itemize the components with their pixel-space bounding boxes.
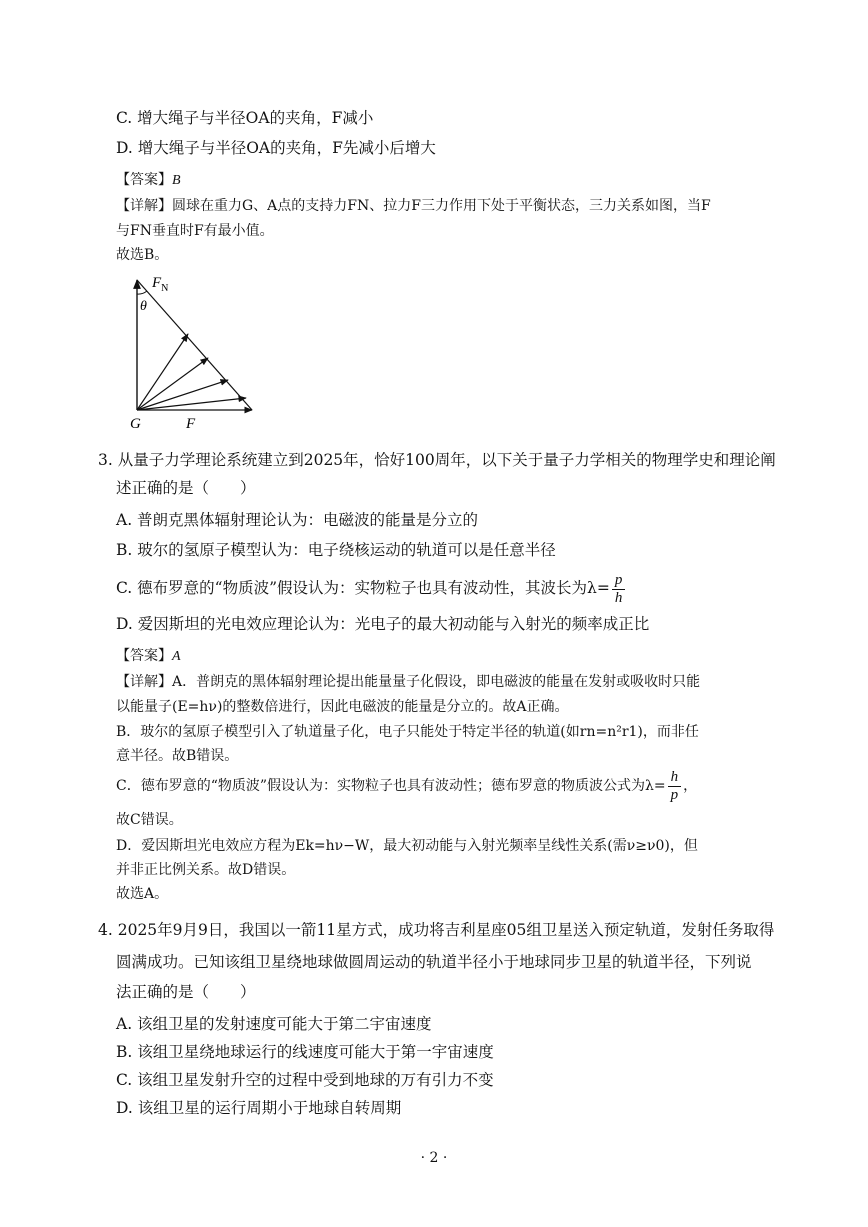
q3-detail-d-line-2: 并非正比例关系。故D错误。 [116,862,296,878]
q3-option-b: B. 玻尔的氢原子模型认为：电子绕核运动的轨道可以是任意半径 [116,541,556,559]
q3-detail-b-line-1: B．玻尔的氢原子模型引入了轨道量子化，电子只能处于特定半径的轨道(如rn=n²r1)，而非任 [116,724,699,740]
force-diagram [120,270,270,435]
q3-answer [116,646,181,667]
answer-value: B [172,173,181,188]
q4-stem-line-2: 圆满成功。已知该组卫星绕地球做圆周运动的轨道半径小于地球同步卫星的轨道半径，下列说 [116,953,752,971]
fn-label: $F_N$ [152,275,169,294]
q4-stem-line-3: 法正确的是（ ） [116,983,256,1001]
theta-arc [137,291,147,294]
q3-stem-line-2: 述正确的是（ ） [116,479,256,497]
answer-value: A [172,649,181,664]
q4-option-d: D. 该组卫星的运行周期小于地球自转周期 [116,1099,402,1117]
f-label: F [186,416,196,432]
detail-label: 【详解】 [116,674,172,690]
g-label: G [130,416,141,432]
f-vector-2 [137,358,208,410]
answer-label: 【答案】 [116,648,172,664]
q3-option-d: D. 爱因斯坦的光电效应理论认为：光电子的最大初动能与入射光的频率成正比 [116,615,650,633]
answer-label: 【答案】 [116,172,172,188]
q4-option-c: C. 该组卫星发射升空的过程中受到地球的万有引力不变 [116,1071,494,1089]
q3-option-a: A. 普朗克黑体辐射理论认为：电磁波的能量是分立的 [116,511,479,529]
q2-option-d: D. 增大绳子与半径OA的夹角，F先减小后增大 [116,139,436,157]
q3-stem-line-1: 3. 从量子力学理论系统建立到2025年，恰好100周年，以下关于量子力学相关的物理学史和理论阐 [98,451,776,469]
theta-label: θ [140,299,147,314]
q4-option-b: B. 该组卫星绕地球运行的线速度可能大于第一宇宙速度 [116,1043,494,1061]
q3-conclusion: 故选A。 [116,886,169,902]
q3-detail-a-line-2: 以能量子(E=hν)的整数倍进行，因此电磁波的能量是分立的。故A正确。 [116,699,569,715]
wavelength-fraction: $\frac{p}{h}$ [612,572,626,607]
q2-detail-line-2: 与FN垂直时F有最小值。 [116,223,274,239]
q4-option-a: A. 该组卫星的发射速度可能大于第二宇宙速度 [116,1015,432,1033]
q4-stem-line-1: 4. 2025年9月9日，我国以一箭11星方式，成功将吉利星座05组卫星送入预定轨道，发射任务取得 [98,921,775,939]
f-vector-1 [137,334,188,410]
q2-conclusion: 故选B。 [116,247,169,263]
q3-detail-c-line-2: 故C错误。 [116,812,183,828]
q3-detail-a-line-1: 【详解】A．普朗克的黑体辐射理论提出能量量子化假设，即电磁波的能量在发射或吸收时只能 [116,674,701,690]
q2-detail-line-1: 【详解】圆球在重力G、A点的支持力FN、拉力F三力作用下处于平衡状态，三力关系如图，当F [116,198,711,214]
page-number: · 2 · [420,1150,448,1166]
q3-detail-c-line-1: C．德布罗意的“物质波”假设认为：实物粒子也具有波动性；德布罗意的物质波公式为λ= $\frac{h}{p}$ ， [116,768,698,803]
de-broglie-fraction: $\frac{h}{p}$ [668,769,682,804]
q3-detail-d-line-1: D．爱因斯坦光电效应方程为Ek=hν−W，最大初动能与入射光频率呈线性关系(需ν≥ν0)，但 [116,838,698,854]
q3-detail-b-line-2: 意半径。故B错误。 [116,748,239,764]
q2-option-c: C. 增大绳子与半径OA的夹角，F减小 [116,109,374,127]
q3-option-c: C. 德布罗意的“物质波”假设认为：实物粒子也具有波动性，其波长为λ= $\frac{p}{h}$ [116,570,627,607]
q2-answer [116,170,181,191]
detail-label: 【详解】 [116,198,172,214]
